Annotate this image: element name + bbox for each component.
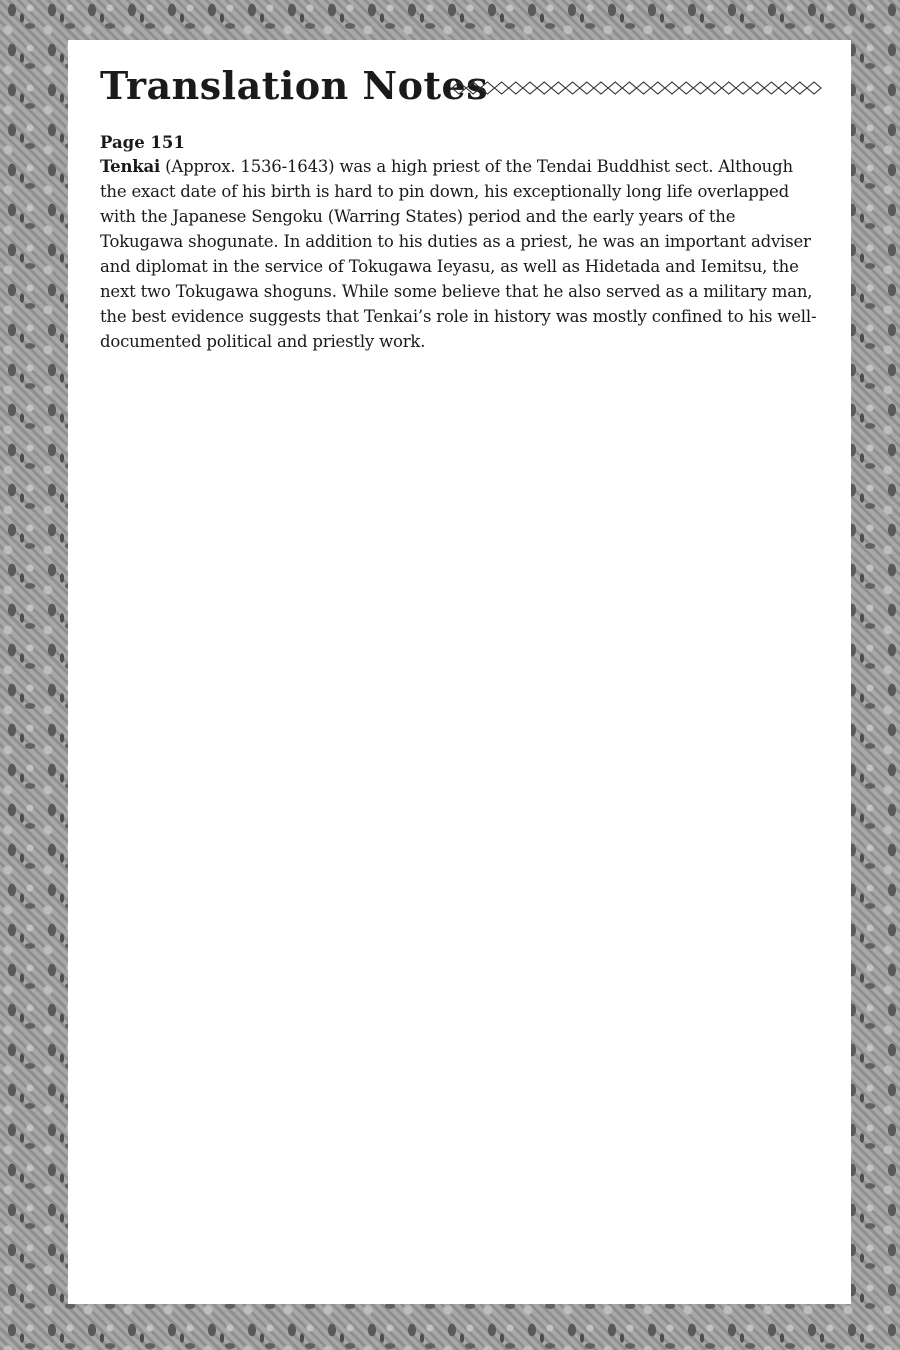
note-term: Tenkai (100, 157, 161, 176)
diamond-link (807, 82, 821, 94)
diamond-link (537, 82, 551, 94)
diamond-link (495, 82, 509, 94)
diamond-link (452, 82, 466, 94)
diamond-link (580, 82, 594, 94)
diamond-link (793, 82, 807, 94)
page-title: Translation Notes (100, 63, 489, 108)
notes-page (68, 40, 851, 1304)
note-body (100, 154, 822, 354)
diamond-link (622, 82, 636, 94)
diamond-link (779, 82, 793, 94)
page-reference: Page 151 (100, 133, 185, 152)
diamond-link (566, 82, 580, 94)
diamond-link (480, 82, 494, 94)
diamond-link (523, 82, 537, 94)
diamond-link (708, 82, 722, 94)
diamond-chain-icon (450, 78, 822, 98)
diamond-link (736, 82, 750, 94)
diamond-link (466, 82, 480, 94)
diamond-link (679, 82, 693, 94)
diamond-link (750, 82, 764, 94)
diamond-link (594, 82, 608, 94)
diamond-link (722, 82, 736, 94)
diamond-link (551, 82, 565, 94)
diamond-link (637, 82, 651, 94)
diamond-link (651, 82, 665, 94)
diamond-link (764, 82, 778, 94)
diamond-link (608, 82, 622, 94)
note-entry (100, 132, 822, 354)
note-text: (Approx. 1536-1643) was a high priest of the Tendai Buddhist sect. Although the exact date of his birth is hard to pin down, his exceptionally long life overlapped with the Japanese Sengoku (Warring States) period and the early years of the Tokugawa shogunate. In addition to his duties as a priest, he was an important adviser and diplomat in the service of Tokugawa Ieyasu, as well as Hidetada and Iemitsu, the next two Tokugawa shoguns. While some believe that he also served as a military man, the best evidence suggests that Tenkai’s role in history was mostly confined to his well-documented political and priestly work. (100, 157, 817, 351)
diamond-link (509, 82, 523, 94)
header (100, 62, 822, 112)
diamond-link (693, 82, 707, 94)
diamond-link (665, 82, 679, 94)
